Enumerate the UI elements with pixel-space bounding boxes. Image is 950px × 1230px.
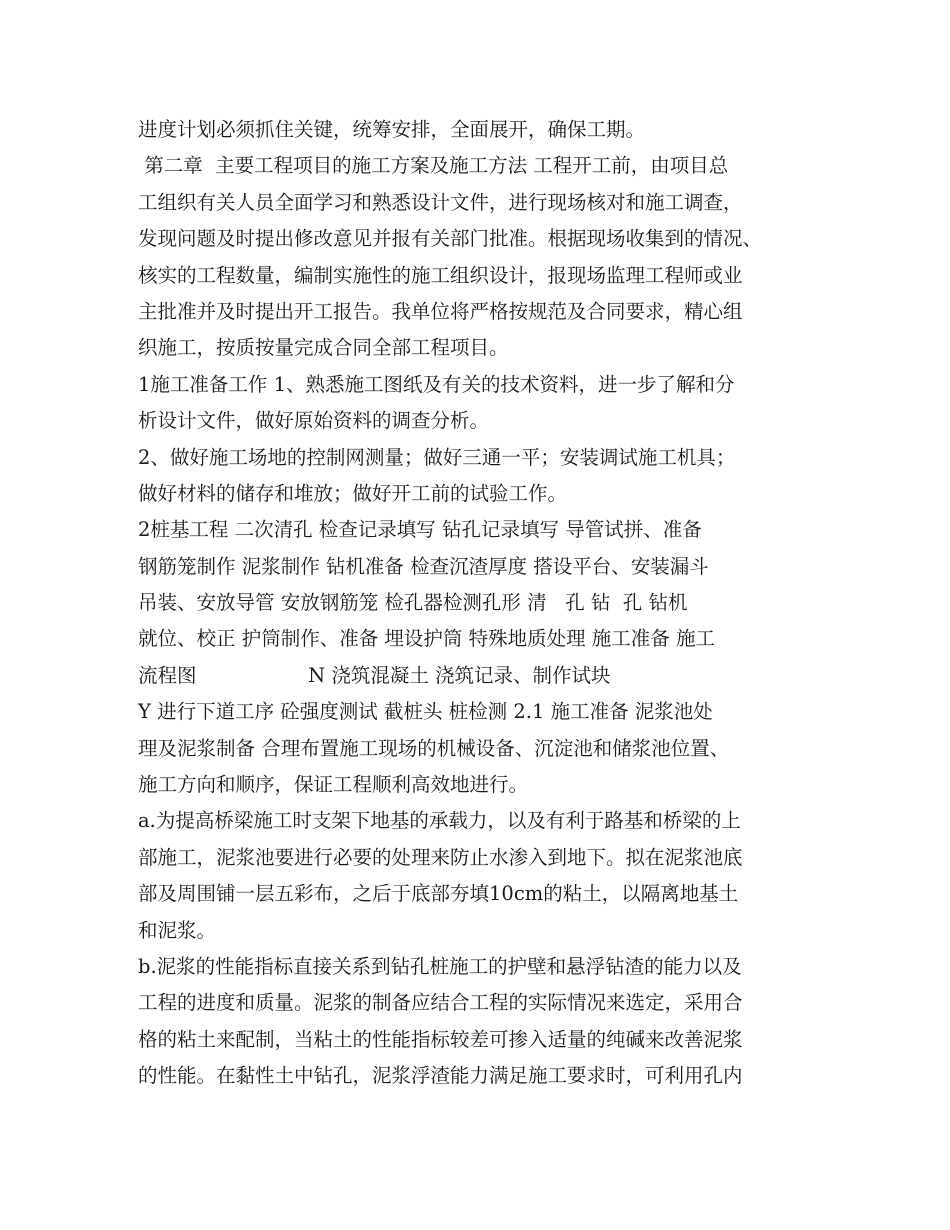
text-line: 析设计文件，做好原始资料的调查分析。 — [138, 409, 490, 433]
text-line: 核实的工程数量，编制实施性的施工组织设计，报现场监理工程师或业 — [138, 263, 743, 287]
text-line: 工程的进度和质量。泥浆的制备应结合工程的实际情况来选定，采用合 — [138, 991, 743, 1015]
text-line: a.为提高桥梁施工时支架下地基的承载力，以及有利于路基和桥梁的上 — [138, 809, 741, 833]
text-line: 部及周围铺一层五彩布，之后于底部夯填10cm的粘土，以隔离地基土 — [138, 882, 739, 906]
text-line: 主批准并及时提出开工报告。我单位将严格按规范及合同要求，精心组 — [138, 299, 743, 323]
text-line: 第二章 主要工程项目的施工方案及施工方法 工程开工前，由项目总 — [138, 154, 729, 178]
text-line: 就位、校正 护筒制作、准备 埋设护筒 特殊地质处理 施工准备 施工 — [138, 627, 715, 651]
body-text — [138, 112, 818, 1095]
text-line: 施工方向和顺序，保证工程顺利高效地进行。 — [138, 773, 529, 797]
text-line: b.泥浆的性能指标直接关系到钻孔桩施工的护壁和悬浮钻渣的能力以及 — [138, 954, 742, 978]
text-line: 流程图 N 浇筑混凝土 浇筑记录、制作试块 — [138, 663, 611, 687]
text-line: 2、做好施工场地的控制网测量；做好三通一平；安装调试施工机具； — [138, 445, 736, 469]
text-line: 格的粘土来配制，当粘土的性能指标较差可掺入适量的纯碱来改善泥浆 — [138, 1027, 743, 1051]
text-line: 进度计划必须抓住关键，统筹安排，全面展开，确保工期。 — [138, 118, 646, 141]
text-line: 吊装、安放导管 安放钢筋笼 检孔器检测孔形 清 孔 钻 孔 钻机 — [138, 591, 688, 615]
text-line: 发现问题及时提出修改意见并报有关部门批准。根据现场收集到的情况、 — [138, 227, 763, 251]
text-line: 钢筋笼制作 泥浆制作 钻机准备 检查沉渣厚度 搭设平台、安装漏斗 — [138, 554, 709, 578]
text-line: 织施工，按质按量完成合同全部工程项目。 — [138, 336, 509, 360]
text-line: 1施工准备工作 1、熟悉施工图纸及有关的技术资料，进一步了解和分 — [138, 372, 735, 396]
text-line: 理及泥浆制备 合理布置施工现场的机械设备、沉淀池和储浆池位置、 — [138, 736, 730, 760]
text-line: 部施工，泥浆池要进行必要的处理来防止水渗入到地下。拟在泥浆池底 — [138, 845, 743, 869]
text-line: 做好材料的储存和堆放；做好开工前的试验工作。 — [138, 481, 568, 505]
text-line: 的性能。在黏性土中钻孔，泥浆浮渣能力满足施工要求时，可利用孔内 — [138, 1064, 743, 1088]
text-line: Y 进行下道工序 砼强度测试 截桩头 桩检测 2.1 施工准备 泥浆池处 — [138, 700, 713, 724]
text-line: 2桩基工程 二次清孔 检查记录填写 钻孔记录填写 导管试拼、准备 — [138, 518, 702, 542]
text-line: 和泥浆。 — [138, 918, 217, 942]
text-line: 工组织有关人员全面学习和熟悉设计文件，进行现场核对和施工调查， — [138, 190, 743, 214]
